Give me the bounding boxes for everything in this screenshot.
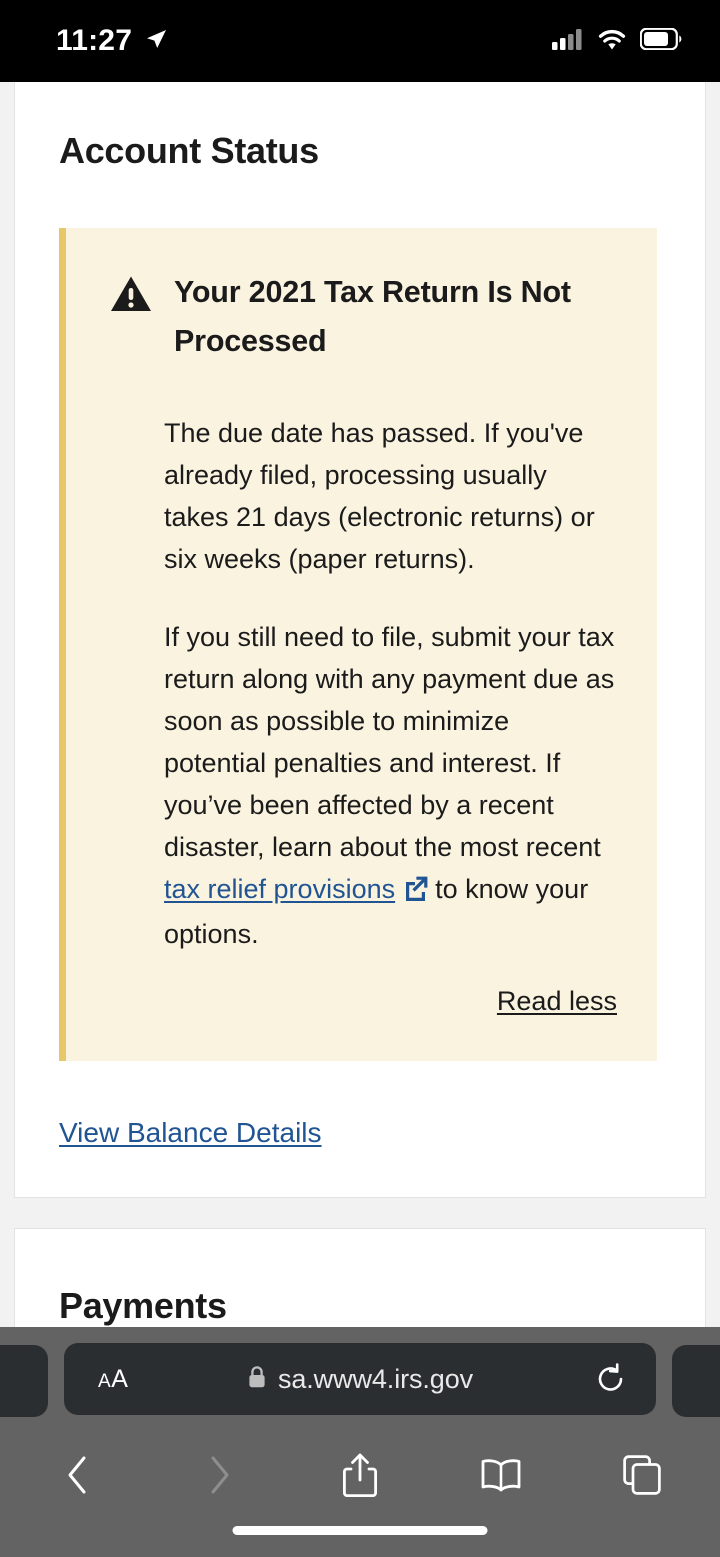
location-arrow-icon: [144, 27, 168, 56]
alert-paragraph-2-text-before: If you still need to file, submit your tax return along with any payment due as soon as possible to minimize potential penalties and interest. If you’ve been affected by a recent disaster, learn about the most recent: [164, 621, 615, 862]
home-indicator: [233, 1526, 488, 1535]
read-less-link[interactable]: Read less: [496, 985, 617, 1016]
address-bar[interactable]: [64, 1343, 656, 1415]
page-title: Account Status: [59, 130, 319, 171]
alert-body: [110, 413, 621, 1017]
text-size-button[interactable]: [98, 1365, 128, 1394]
tax-return-alert: [59, 228, 657, 1061]
tax-relief-provisions-link[interactable]: tax relief provisions: [164, 873, 396, 904]
warning-triangle-icon: [110, 275, 152, 318]
alert-paragraph-2-text-after: to know your options.: [164, 873, 589, 949]
safari-url-row: [0, 1327, 720, 1431]
alert-title: Your 2021 Tax Return Is Not Processed: [174, 275, 571, 359]
balance-link-row: [15, 1061, 705, 1149]
tabs-icon[interactable]: [606, 1439, 678, 1511]
wifi-icon: [597, 28, 627, 55]
safari-toolbar: [0, 1431, 720, 1519]
view-balance-details-link[interactable]: View Balance Details: [59, 1116, 322, 1148]
cellular-signal-icon: [552, 28, 584, 55]
adjacent-tab-right[interactable]: [672, 1345, 720, 1417]
status-bar-left: [56, 24, 168, 58]
forward-chevron-icon: [183, 1439, 255, 1511]
alert-paragraph-2: [164, 617, 616, 956]
text-size-small-a: A: [98, 1370, 112, 1392]
back-chevron-icon[interactable]: [42, 1439, 114, 1511]
lock-icon: [247, 1365, 267, 1394]
account-status-card: [14, 82, 706, 1198]
url-text: sa.www4.irs.gov: [277, 1363, 474, 1394]
text-size-large-a: A: [111, 1364, 129, 1393]
payments-title: Payments: [59, 1284, 227, 1326]
read-less-row: [164, 986, 621, 1017]
alert-paragraph-1: The due date has passed. If you've already filed, processing usually takes 21 days (electronic returns) or six weeks (paper returns).: [164, 417, 595, 574]
battery-icon: [640, 28, 682, 55]
status-bar-clock: 11:27: [56, 24, 133, 57]
alert-header: [110, 268, 621, 367]
adjacent-tab-left[interactable]: [0, 1345, 48, 1417]
ios-status-bar: [0, 0, 720, 82]
reload-icon[interactable]: [596, 1363, 626, 1395]
book-icon[interactable]: [465, 1439, 537, 1511]
safari-browser-chrome: [0, 1327, 720, 1557]
status-bar-right: [552, 28, 682, 55]
share-icon[interactable]: [324, 1439, 396, 1511]
external-link-icon: [403, 872, 429, 914]
address-bar-center: [64, 1364, 656, 1395]
